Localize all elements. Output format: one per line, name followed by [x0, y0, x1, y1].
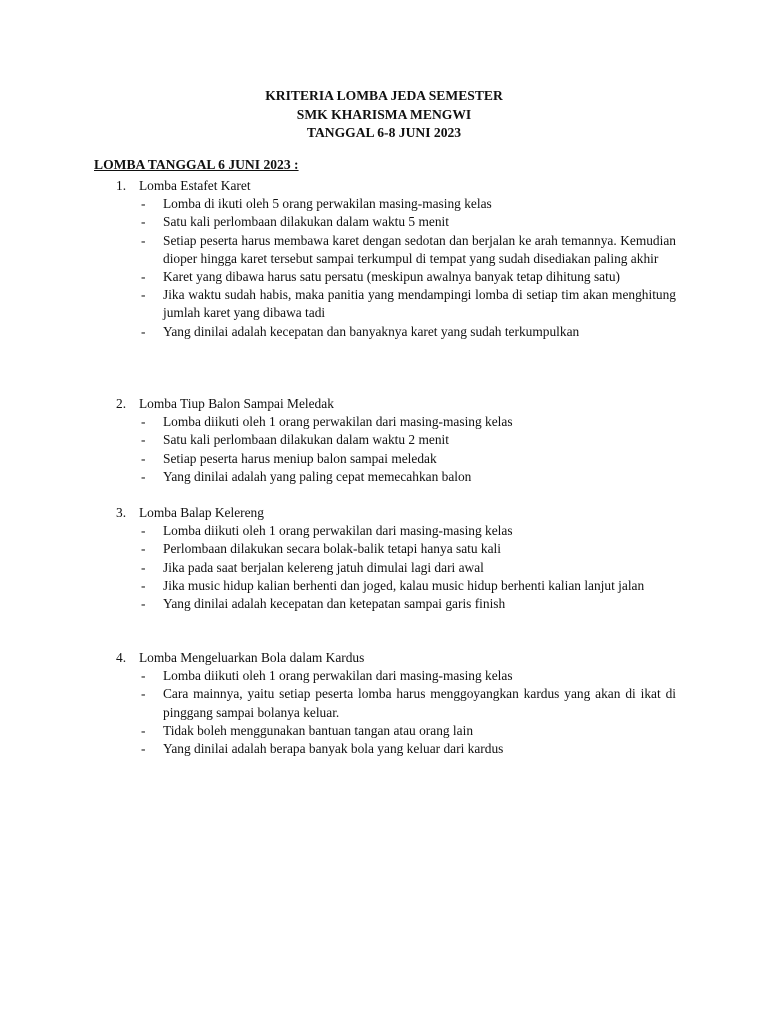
rule-text: Setiap peserta harus meniup balon sampai meledak — [163, 450, 437, 466]
rule-text: Satu kali perlombaan dilakukan dalam waktu 5 menit — [163, 214, 449, 230]
dash-bullet: - — [141, 269, 146, 284]
title-line-3: TANGGAL 6-8 JUNI 2023 — [306, 125, 462, 140]
dash-bullet: - — [141, 232, 146, 248]
rule-list — [116, 667, 676, 758]
contest-title — [116, 649, 676, 667]
rule-item — [116, 213, 676, 231]
contest-number: 1. — [116, 178, 127, 193]
rule-item — [116, 722, 676, 740]
rule-text: Karet yang dibawa harus satu persatu (meskipun awalnya banyak tetap dihitung satu) — [163, 269, 621, 284]
rule-text: Jika waktu sudah habis, maka panitia yang mendampingi lomba di setiap tim akan menghitung jumlah karet yang dibawa tadi — [163, 287, 676, 321]
contest-number: 3. — [116, 505, 127, 520]
dash-bullet: - — [141, 323, 146, 339]
rule-text: Perlombaan dilakukan secara bolak-balik tetapi hanya satu kali — [163, 541, 501, 557]
rule-item — [116, 286, 676, 322]
rule-list — [116, 522, 676, 613]
rule-item — [116, 559, 676, 577]
section-heading: LOMBA TANGGAL 6 JUNI 2023 : — [94, 157, 299, 172]
dash-bullet: - — [141, 414, 146, 430]
rule-text: Yang dinilai adalah kecepatan dan banyaknya karet yang sudah terkumpulkan — [163, 323, 580, 339]
rule-item — [116, 667, 676, 685]
dash-bullet: - — [141, 668, 146, 684]
rule-text: Lomba diikuti oleh 1 orang perwakilan dari masing-masing kelas — [163, 668, 513, 684]
rule-text: Setiap peserta harus membawa karet dengan sedotan dan berjalan ke arah temannya. Kemudian dioper hingga karet tersebut sampai terkumpul di tempat yang sudah disediakan paling akhir — [163, 232, 676, 266]
title-line-2: SMK KHARISMA MENGWI — [296, 106, 472, 122]
rule-item — [116, 577, 676, 595]
contest-number: 4. — [116, 650, 127, 665]
rule-list — [116, 195, 676, 341]
dash-bullet: - — [141, 577, 146, 593]
rule-text: Lomba diikuti oleh 1 orang perwakilan dari masing-masing kelas — [163, 523, 513, 539]
rule-text: Satu kali perlombaan dilakukan dalam waktu 2 menit — [163, 432, 449, 448]
dash-bullet: - — [141, 450, 146, 466]
rule-text: Jika music hidup kalian berhenti dan joged, kalau music hidup berhenti kalian lanjut jalan — [163, 577, 645, 593]
dash-bullet: - — [141, 432, 146, 448]
dash-bullet: - — [141, 196, 146, 212]
dash-bullet: - — [141, 523, 146, 539]
contest-1 — [116, 177, 676, 341]
rule-item — [116, 540, 676, 558]
rule-item — [116, 468, 676, 486]
dash-bullet: - — [141, 214, 146, 230]
contest-2 — [116, 395, 676, 486]
contest-title — [116, 504, 676, 522]
rule-item — [116, 450, 676, 468]
rule-text: Yang dinilai adalah yang paling cepat memecahkan balon — [163, 468, 472, 484]
rule-text: Jika pada saat berjalan kelereng jatuh dimulai lagi dari awal — [163, 559, 484, 575]
rule-item — [116, 413, 676, 431]
document-title — [0, 87, 768, 143]
rule-item — [116, 323, 676, 341]
contest-name: Lomba Estafet Karet — [139, 178, 251, 193]
rule-item — [116, 522, 676, 540]
dash-bullet: - — [141, 559, 146, 575]
dash-bullet: - — [141, 741, 146, 756]
rule-text: Lomba diikuti oleh 1 orang perwakilan dari masing-masing kelas — [163, 414, 513, 430]
contest-number: 2. — [116, 396, 127, 411]
rule-item — [116, 195, 676, 213]
dash-bullet: - — [141, 596, 146, 611]
rule-text: Tidak boleh menggunakan bantuan tangan atau orang lain — [163, 722, 474, 738]
contest-title — [116, 395, 676, 413]
contest-4 — [116, 649, 676, 758]
dash-bullet: - — [141, 541, 146, 557]
contest-name: Lomba Mengeluarkan Bola dalam Kardus — [139, 650, 365, 665]
rule-text: Yang dinilai adalah berapa banyak bola yang keluar dari kardus — [163, 741, 504, 756]
dash-bullet: - — [141, 468, 146, 484]
rule-item — [116, 268, 676, 286]
dash-bullet: - — [141, 287, 146, 303]
rule-text: Cara mainnya, yaitu setiap peserta lomba harus menggoyangkan kardus yang akan di ikat di pinggang sampai bolanya keluar. — [163, 686, 676, 720]
rule-item — [116, 740, 676, 758]
rule-item — [116, 595, 676, 613]
rule-text: Lomba di ikuti oleh 5 orang perwakilan masing-masing kelas — [163, 196, 492, 212]
rule-item — [116, 685, 676, 721]
contest-name: Lomba Balap Kelereng — [139, 505, 264, 520]
contest-name: Lomba Tiup Balon Sampai Meledak — [139, 396, 334, 411]
contest-3 — [116, 504, 676, 613]
contest-title — [116, 177, 676, 195]
dash-bullet: - — [141, 722, 146, 738]
dash-bullet: - — [141, 686, 146, 702]
rule-item — [116, 431, 676, 449]
rule-text: Yang dinilai adalah kecepatan dan ketepatan sampai garis finish — [163, 596, 506, 611]
title-line-1: KRITERIA LOMBA JEDA SEMESTER — [265, 88, 503, 103]
rule-list — [116, 413, 676, 486]
rule-item — [116, 232, 676, 268]
